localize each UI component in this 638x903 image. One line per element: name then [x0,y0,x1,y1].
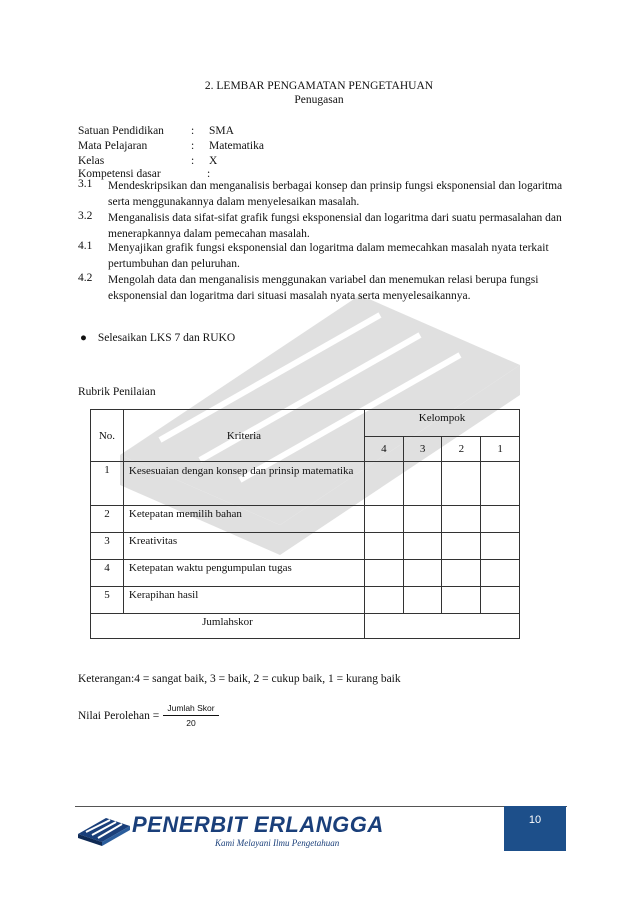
score-cell[interactable] [364,587,403,614]
page-subtitle: Penugasan [294,94,344,106]
row-number: 1 [91,462,124,506]
col-criteria-header: Kriteria [123,410,364,462]
row-number: 2 [91,506,124,533]
score-header: 4 [364,437,403,462]
meta-label: Kompetensi dasar [78,168,161,180]
score-cell[interactable] [364,533,403,560]
table-total-row [91,614,520,639]
col-group-header: Kelompok [364,410,519,437]
score-cell[interactable] [481,533,520,560]
score-header: 3 [403,437,442,462]
score-header: 2 [442,437,481,462]
formula-label: Nilai Perolehan = [78,710,160,722]
score-cell[interactable] [481,587,520,614]
score-cell[interactable] [481,462,520,506]
formula-fraction [163,703,219,728]
score-cell[interactable] [403,506,442,533]
col-no-header: No. [91,410,124,462]
score-cell[interactable] [481,560,520,587]
table-row [91,533,520,560]
competency-number: 3.1 [78,178,93,190]
publisher-tagline: Kami Melayani Ilmu Pengetahuan [215,838,340,848]
publisher-name: PENERBIT ERLANGGA [132,812,384,837]
competency-text: Mengolah data dan menganalisis menggunakan variabel dan menemukan relasi berupa fungsi eksponensial dan logaritma dari situasi masalah nyata serta menyelesaikannya. [108,274,539,302]
competency-number: 4.2 [78,272,93,284]
bullet-icon: ● [80,332,87,344]
meta-value: X [209,155,218,167]
total-label: Jumlahskor [91,614,365,639]
table-row [91,462,520,506]
score-cell[interactable] [481,506,520,533]
formula-denominator: 20 [186,718,196,728]
meta-label: Mata Pelajaran [78,140,148,152]
meta-value: SMA [209,125,234,137]
score-cell[interactable] [403,533,442,560]
table-row [91,506,520,533]
score-cell[interactable] [364,506,403,533]
rubric-heading: Rubrik Penilaian [78,386,156,398]
competency-number: 4.1 [78,240,93,252]
meta-sep: : [191,125,195,137]
table-row [91,587,520,614]
meta-label: Satuan Pendidikan [78,125,164,137]
page-number: 10 [504,806,566,851]
score-cell[interactable] [403,587,442,614]
task-text: Selesaikan LKS 7 dan RUKO [97,332,236,344]
rubric-table [90,409,520,639]
row-criteria: Ketepatan memilih bahan [123,506,364,533]
row-criteria: Kesesuaian dengan konsep dan prinsip matematika [123,462,364,506]
score-cell[interactable] [442,587,481,614]
competency-text: Mendeskripsikan dan menganalisis berbagai konsep dan prinsip fungsi eksponensial dan logaritma serta menggunakannya dalam menyelesaikan masalah. [108,180,563,208]
row-criteria: Kerapihan hasil [123,587,364,614]
meta-sep: : [191,155,195,167]
competency-text: Menganalisis data sifat-sifat grafik fungsi eksponensial dan logaritma dari suatu permasalahan dan menerapkannya dalam pemecahan masalah. [108,212,562,240]
meta-value: Matematika [209,140,264,152]
score-cell[interactable] [364,462,403,506]
score-cell[interactable] [442,506,481,533]
meta-sep: : [207,168,211,180]
score-cell[interactable] [442,462,481,506]
fraction-bar [163,715,219,716]
score-cell[interactable] [403,560,442,587]
score-cell[interactable] [364,560,403,587]
row-criteria: Kreativitas [123,533,364,560]
row-number: 4 [91,560,124,587]
total-cell[interactable] [364,614,519,639]
meta-sep: : [191,140,195,152]
page-title: 2. LEMBAR PENGAMATAN PENGETAHUAN [204,80,434,92]
row-criteria: Ketepatan waktu pengumpulan tugas [123,560,364,587]
competency-number: 3.2 [78,210,93,222]
table-row [91,560,520,587]
publisher-logo-icon [76,812,132,848]
score-cell[interactable] [403,462,442,506]
score-legend: Keterangan:4 = sangat baik, 3 = baik, 2 = cukup baik, 1 = kurang baik [78,673,401,685]
meta-label: Kelas [78,155,105,167]
task-item [80,332,235,344]
competency-text: Menyajikan grafik fungsi eksponensial dan logaritma dalam memecahkan masalah nyata terkait pertumbuhan dan peluruhan. [108,242,549,270]
row-number: 5 [91,587,124,614]
formula-numerator: Jumlah Skor [167,703,215,713]
score-header: 1 [481,437,520,462]
score-cell[interactable] [442,560,481,587]
score-cell[interactable] [442,533,481,560]
table-header-row [91,410,520,437]
footer-divider [75,806,567,807]
row-number: 3 [91,533,124,560]
